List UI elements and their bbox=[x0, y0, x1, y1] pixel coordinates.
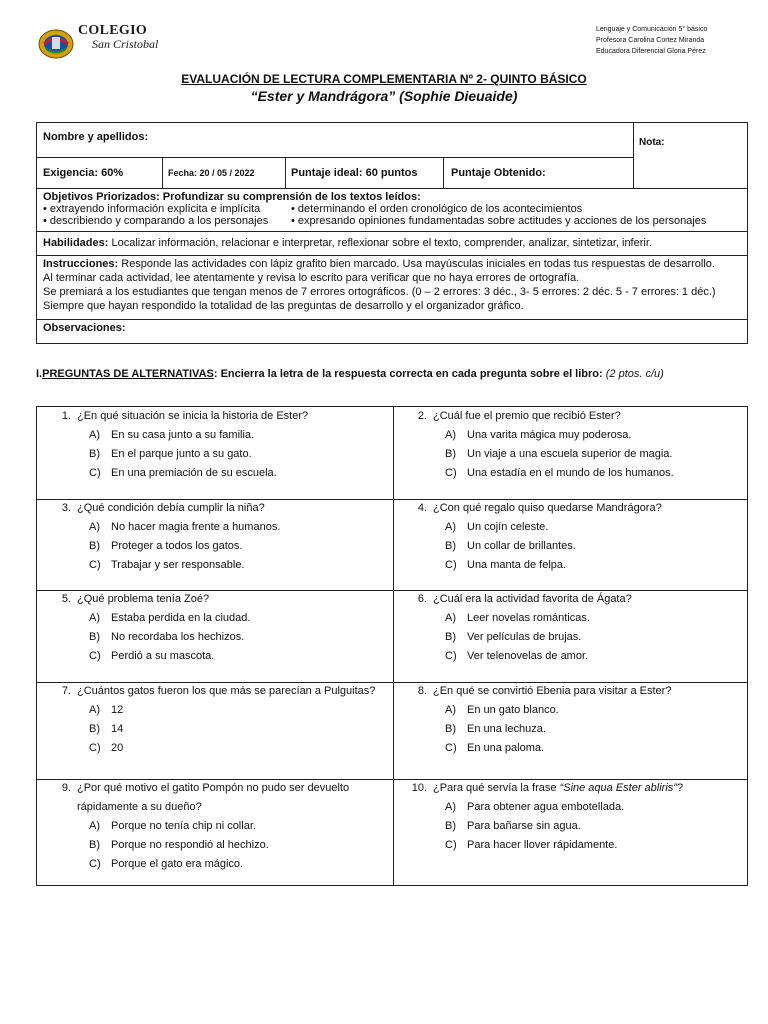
option-letter: B) bbox=[89, 723, 100, 735]
option-b[interactable] bbox=[37, 836, 367, 855]
option-letter: C) bbox=[445, 559, 457, 571]
option-text: Trabajar y ser responsable. bbox=[111, 559, 245, 571]
option-c[interactable] bbox=[37, 647, 393, 666]
option-text: En su casa junto a su familia. bbox=[111, 429, 255, 441]
header-course-info bbox=[596, 24, 746, 57]
option-text: En una lechuza. bbox=[467, 723, 546, 735]
option-text: Una manta de felpa. bbox=[467, 559, 567, 571]
option-text: En un gato blanco. bbox=[467, 704, 559, 716]
option-c[interactable] bbox=[37, 556, 393, 575]
instructions-label: Instrucciones: bbox=[43, 258, 119, 270]
option-c[interactable] bbox=[393, 647, 747, 666]
objective-item: • expresando opiniones fundamentadas sobre actitudes y acciones de los personajes bbox=[291, 215, 707, 227]
option-letter: A) bbox=[89, 704, 100, 716]
instructions-line: Se premiará a los estudiantes que tengan menos de 7 errores ortográficos. (0 – 2 errores: 3 déc., 3- 5 errores: 2 déc. 5 - 7 errores: 1 déc.) bbox=[43, 286, 716, 298]
option-letter: C) bbox=[445, 839, 457, 851]
option-text: Ver telenovelas de amor. bbox=[467, 650, 589, 662]
option-letter: B) bbox=[445, 820, 456, 832]
exigencia-label: Exigencia: 60% bbox=[43, 167, 124, 179]
option-a[interactable] bbox=[37, 609, 393, 628]
option-c[interactable] bbox=[37, 464, 393, 483]
option-letter: A) bbox=[89, 612, 100, 624]
question-number: 2. bbox=[417, 410, 427, 422]
instructions-line: Siempre que hayan respondido la totalidad de las preguntas de desarrollo y el organizador gráfico. bbox=[43, 300, 524, 312]
question-number: 10. bbox=[411, 782, 427, 794]
question-text: ¿Cuál fue el premio que recibió Ester? bbox=[433, 410, 621, 422]
option-a[interactable] bbox=[393, 701, 747, 720]
objectives-block bbox=[43, 191, 743, 227]
option-letter: A) bbox=[89, 429, 100, 441]
question-number: 5. bbox=[61, 593, 71, 605]
skills-row bbox=[43, 237, 743, 249]
option-text: 14 bbox=[111, 723, 124, 735]
option-c[interactable] bbox=[37, 739, 377, 758]
option-text: 12 bbox=[111, 704, 124, 716]
option-letter: A) bbox=[89, 820, 100, 832]
logo-colegio: COLEGIO bbox=[78, 23, 148, 38]
option-letter: B) bbox=[89, 540, 100, 552]
option-letter: A) bbox=[89, 521, 100, 533]
school-logo-text bbox=[78, 24, 158, 50]
question-number: 1. bbox=[61, 410, 71, 422]
option-a[interactable] bbox=[37, 426, 393, 445]
magic-phrase: “Sine aqua Ester abliris” bbox=[559, 782, 677, 794]
question-text: ¿Por qué motivo el gatito Pompón no pudo ser devuelto rápidamente a su dueño? bbox=[77, 782, 350, 813]
option-text: Leer novelas románticas. bbox=[467, 612, 590, 624]
option-text: Un viaje a una escuela superior de magia. bbox=[467, 448, 673, 460]
option-letter: C) bbox=[89, 467, 101, 479]
option-c[interactable] bbox=[393, 556, 747, 575]
option-a[interactable] bbox=[393, 609, 747, 628]
question-number: 6. bbox=[417, 593, 427, 605]
obtained-score-field[interactable]: Puntaje Obtenido: bbox=[451, 167, 546, 179]
option-letter: B) bbox=[445, 540, 456, 552]
question-text: ¿Cuántos gatos fueron los que más se parecían a Pulguitas? bbox=[77, 685, 376, 697]
option-a[interactable] bbox=[393, 798, 747, 817]
evaluation-title: EVALUACIÓN DE LECTURA COMPLEMENTARIA Nº 2- QUINTO BÁSICO bbox=[181, 72, 587, 86]
option-c[interactable] bbox=[393, 739, 747, 758]
option-text: Porque el gato era mágico. bbox=[111, 858, 244, 870]
option-letter: C) bbox=[445, 650, 457, 662]
option-text: Para bañarse sin agua. bbox=[467, 820, 581, 832]
student-info-table bbox=[36, 122, 748, 344]
question-text: ¿En qué se convirtió Ebenia para visitar a Ester? bbox=[433, 685, 672, 697]
section-roman: I. bbox=[36, 368, 43, 380]
option-letter: C) bbox=[445, 467, 457, 479]
option-b[interactable] bbox=[393, 628, 747, 647]
question-text: ¿Qué problema tenía Zoé? bbox=[77, 593, 210, 605]
instructions-block bbox=[43, 257, 747, 313]
question-2 bbox=[393, 407, 747, 483]
option-text: 20 bbox=[111, 742, 124, 754]
option-text: Una varita mágica muy poderosa. bbox=[467, 429, 632, 441]
option-letter: B) bbox=[445, 448, 456, 460]
option-letter: C) bbox=[89, 559, 101, 571]
option-letter: B) bbox=[89, 448, 100, 460]
option-c[interactable] bbox=[37, 855, 367, 874]
option-letter: C) bbox=[89, 858, 101, 870]
option-text: Estaba perdida en la ciudad. bbox=[111, 612, 251, 624]
option-text: Una estadía en el mundo de los humanos. bbox=[467, 467, 674, 479]
question-number: 7. bbox=[61, 685, 71, 697]
question-text: ¿En qué situación se inicia la historia de Ester? bbox=[77, 410, 309, 422]
grade-field[interactable]: Nota: bbox=[639, 137, 665, 148]
question-text: ¿Cuál era la actividad favorita de Ágata? bbox=[433, 593, 632, 605]
option-text: Perdió a su mascota. bbox=[111, 650, 215, 662]
objective-item: • extrayendo información explícita e implícita bbox=[43, 203, 261, 215]
option-text: Ver películas de brujas. bbox=[467, 631, 582, 643]
option-b[interactable] bbox=[37, 720, 377, 739]
option-text: No hacer magia frente a humanos. bbox=[111, 521, 281, 533]
logo-school-name: San Cristobal bbox=[92, 37, 159, 51]
option-b[interactable] bbox=[393, 445, 747, 464]
option-text: Para obtener agua embotellada. bbox=[467, 801, 625, 813]
header-line-teacher: Profesora Carolina Cortez Miranda bbox=[596, 37, 705, 44]
option-text: Un cojín celeste. bbox=[467, 521, 549, 533]
objective-item: • determinando el orden cronológico de los acontecimientos bbox=[291, 203, 583, 215]
ideal-score-label: Puntaje ideal: 60 puntos bbox=[291, 167, 418, 179]
instructions-line: Responde las actividades con lápiz grafito bien marcado. Usa mayúsculas iniciales en todas tus respuestas de desarrollo. bbox=[118, 258, 715, 270]
option-letter: A) bbox=[445, 612, 456, 624]
option-text: Porque no respondió al hechizo. bbox=[111, 839, 269, 851]
observations-field[interactable]: Observaciones: bbox=[43, 322, 126, 334]
option-letter: A) bbox=[445, 521, 456, 533]
objectives-title: Objetivos Priorizados: Profundizar su comprensión de los textos leídos: bbox=[43, 191, 421, 203]
question-number: 3. bbox=[61, 502, 71, 514]
question-3 bbox=[37, 499, 393, 575]
option-c[interactable] bbox=[393, 464, 747, 483]
option-c[interactable] bbox=[393, 836, 747, 855]
option-a[interactable] bbox=[393, 518, 747, 537]
section-heading: PREGUNTAS DE ALTERNATIVAS bbox=[42, 368, 214, 380]
option-text: Para hacer llover rápidamente. bbox=[467, 839, 618, 851]
section-points: (2 ptos. c/u) bbox=[605, 368, 664, 380]
skills-text: Localizar información, relacionar e interpretar, reflexionar sobre el texto, comprender, analizar, sintetizar, inferir. bbox=[108, 237, 652, 249]
option-b[interactable] bbox=[37, 628, 393, 647]
option-a[interactable] bbox=[37, 701, 377, 720]
question-8 bbox=[393, 682, 747, 758]
option-letter: C) bbox=[89, 650, 101, 662]
question-5 bbox=[37, 590, 393, 666]
option-text: Porque no tenía chip ni collar. bbox=[111, 820, 256, 832]
option-text: No recordaba los hechizos. bbox=[111, 631, 245, 643]
header-line-subject: Lenguaje y Comunicación 5° básico bbox=[596, 26, 708, 33]
option-text: En una paloma. bbox=[467, 742, 545, 754]
question-number: 8. bbox=[417, 685, 427, 697]
option-text: En una premiación de su escuela. bbox=[111, 467, 277, 479]
question-text: ¿Qué condición debía cumplir la niña? bbox=[77, 502, 265, 514]
option-a[interactable] bbox=[37, 518, 393, 537]
question-9 bbox=[37, 779, 367, 874]
option-text: Proteger a todos los gatos. bbox=[111, 540, 243, 552]
skills-label: Habilidades: bbox=[43, 237, 109, 249]
option-letter: C) bbox=[445, 742, 457, 754]
name-field[interactable]: Nombre y apellidos: bbox=[43, 131, 149, 143]
option-letter: C) bbox=[89, 742, 101, 754]
question-10 bbox=[393, 779, 747, 855]
question-1 bbox=[37, 407, 393, 483]
header-line-educator: Educadora Diferencial Gloria Pérez bbox=[596, 48, 706, 55]
question-6 bbox=[393, 590, 747, 666]
instructions-line: Al terminar cada actividad, lee atentamente y revisa lo escrito para verificar que no haya errores de ortografía. bbox=[43, 272, 580, 284]
question-number: 4. bbox=[417, 502, 427, 514]
option-letter: A) bbox=[445, 704, 456, 716]
option-b[interactable] bbox=[393, 817, 747, 836]
option-text: Un collar de brillantes. bbox=[467, 540, 576, 552]
section-title bbox=[36, 368, 664, 380]
option-text: En el parque junto a su gato. bbox=[111, 448, 252, 460]
option-letter: B) bbox=[445, 631, 456, 643]
option-letter: B) bbox=[445, 723, 456, 735]
date-label: Fecha: 20 / 05 / 2022 bbox=[168, 168, 255, 178]
option-letter: A) bbox=[445, 429, 456, 441]
objective-item: • describiendo y comparando a los personajes bbox=[43, 215, 269, 227]
option-b[interactable] bbox=[393, 537, 747, 556]
option-b[interactable] bbox=[37, 445, 393, 464]
questions-grid bbox=[36, 406, 748, 886]
question-number: 9. bbox=[61, 782, 71, 794]
option-b[interactable] bbox=[393, 720, 747, 739]
option-a[interactable] bbox=[393, 426, 747, 445]
option-letter: A) bbox=[445, 801, 456, 813]
question-7 bbox=[37, 682, 377, 758]
section-instruction: : Encierra la letra de la respuesta correcta en cada pregunta sobre el libro: bbox=[213, 368, 606, 380]
question-text: ¿Para qué servía la frase “Sine aqua Ester abliris”? bbox=[433, 782, 684, 794]
option-b[interactable] bbox=[37, 537, 393, 556]
option-letter: B) bbox=[89, 631, 100, 643]
question-4 bbox=[393, 499, 747, 575]
option-a[interactable] bbox=[37, 817, 367, 836]
option-letter: B) bbox=[89, 839, 100, 851]
question-text: ¿Con qué regalo quiso quedarse Mandrágora? bbox=[433, 502, 662, 514]
book-title: “Ester y Mandrágora” (Sophie Dieuaide) bbox=[250, 88, 518, 104]
